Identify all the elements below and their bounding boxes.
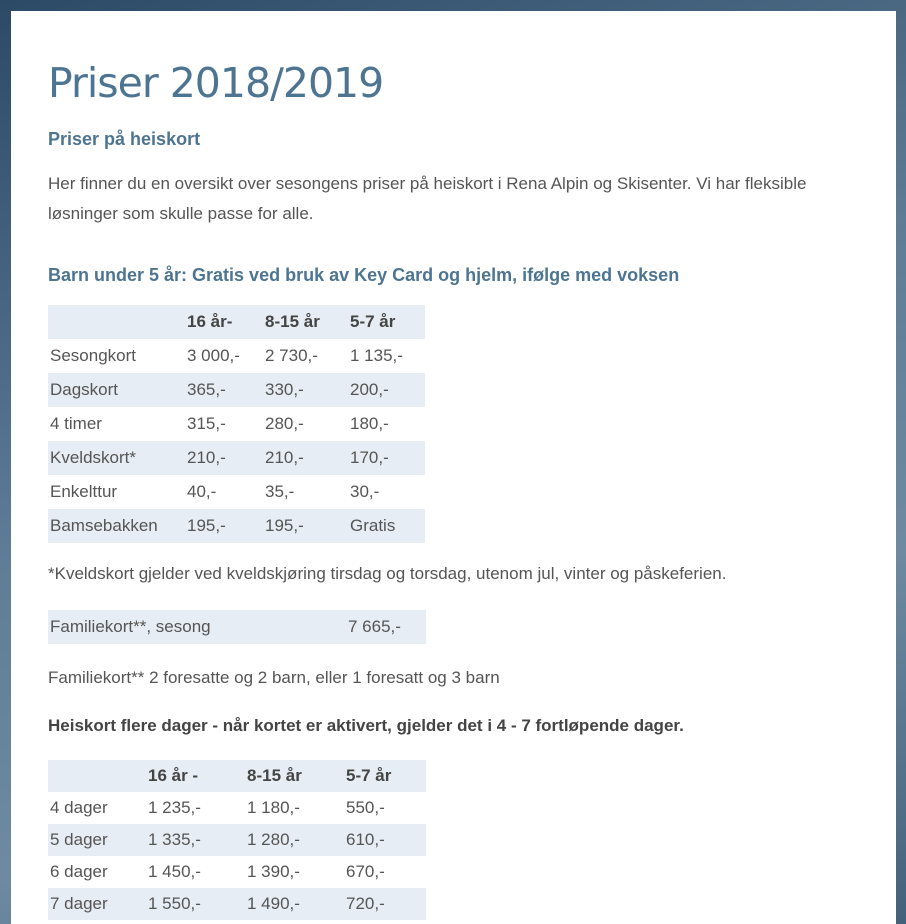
table-cell: 365,-	[185, 373, 263, 407]
table-cell: 210,-	[185, 441, 263, 475]
table-header-cell: 5-7 år	[348, 305, 425, 339]
page-subtitle: Priser på heiskort	[48, 129, 201, 149]
table-header-row	[48, 760, 426, 792]
table-row	[48, 792, 426, 824]
table-cell: 315,-	[187, 414, 226, 433]
multiday-heading: Heiskort flere dager - når kortet er aktivert, gjelder det i 4 - 7 fortløpende dager.	[48, 716, 684, 735]
table-row	[48, 339, 425, 373]
table-cell: Bamsebakken	[48, 509, 185, 543]
table-header-cell	[48, 305, 185, 339]
table-cell: 30,-	[350, 482, 380, 501]
table-cell: 7 dager	[48, 888, 146, 920]
table-cell: 6 dager	[50, 862, 108, 881]
family-card-row	[48, 610, 426, 644]
table-cell: 5 dager	[48, 824, 146, 856]
page-title: Priser 2018/2019	[48, 59, 384, 107]
table-cell: Gratis	[348, 509, 425, 543]
family-card-label: Familiekort**, sesong	[50, 617, 211, 636]
content-card	[11, 11, 896, 924]
table-header-cell: 8-15 år	[263, 305, 348, 339]
table-row	[48, 475, 425, 509]
table-header-cell	[48, 760, 146, 792]
table-cell: 3 000,-	[187, 346, 240, 365]
table-cell: 1 390,-	[247, 862, 300, 881]
table-cell: 170,-	[348, 441, 425, 475]
family-card-price: 7 665,-	[348, 617, 401, 636]
table-cell: 1 335,-	[146, 824, 245, 856]
evening-card-note: *Kveldskort gjelder ved kveldskjøring tirsdag og torsdag, utenom jul, vinter og påskeferien.	[48, 564, 727, 583]
table-cell: 280,-	[265, 414, 304, 433]
table-cell: 330,-	[263, 373, 348, 407]
table-row	[48, 441, 425, 475]
table-cell: Kveldskort*	[48, 441, 185, 475]
kids-note: Barn under 5 år: Gratis ved bruk av Key Card og hjelm, ifølge med voksen	[48, 265, 680, 285]
table-cell: 1 135,-	[350, 346, 403, 365]
table-row	[48, 888, 426, 920]
family-card-note: Familiekort** 2 foresatte og 2 barn, eller 1 foresatt og 3 barn	[48, 668, 500, 687]
table-cell: 1 280,-	[245, 824, 344, 856]
table-cell: Enkelttur	[50, 482, 118, 501]
table-cell: 4 dager	[50, 798, 108, 817]
table-cell: 1 550,-	[146, 888, 245, 920]
table-header-cell: 5-7 år	[344, 760, 426, 792]
table-cell: 550,-	[346, 798, 385, 817]
table-header-cell: 8-15 år	[245, 760, 344, 792]
table-cell: 4 timer	[50, 414, 102, 433]
table-cell: 720,-	[344, 888, 426, 920]
table-cell: 1 235,-	[148, 798, 201, 817]
table-cell: 1 490,-	[245, 888, 344, 920]
table-row	[48, 824, 426, 856]
table-header-cell: 16 år -	[146, 760, 245, 792]
table-cell: 40,-	[187, 482, 217, 501]
table-cell: 1 180,-	[247, 798, 300, 817]
table-cell: Dagskort	[48, 373, 185, 407]
table-cell: Sesongkort	[50, 346, 136, 365]
intro-text: Her finner du en oversikt over sesongens priser på heiskort i Rena Alpin og Skisenter. Vi har fleksible løsninger som skulle passe for alle.	[48, 174, 807, 223]
table-row	[48, 407, 425, 441]
table-cell: 2 730,-	[265, 346, 318, 365]
table-cell: 670,-	[346, 862, 385, 881]
table-cell: 195,-	[185, 509, 263, 543]
table-header-row	[48, 305, 425, 339]
table-cell: 1 450,-	[148, 862, 201, 881]
table-cell: 200,-	[348, 373, 425, 407]
table-row	[48, 373, 425, 407]
season-price-table	[48, 305, 425, 543]
table-cell: 180,-	[350, 414, 389, 433]
table-cell: 610,-	[344, 824, 426, 856]
table-cell: 210,-	[263, 441, 348, 475]
multiday-price-table	[48, 760, 426, 920]
table-header-cell: 16 år-	[185, 305, 263, 339]
table-cell: 195,-	[263, 509, 348, 543]
table-row	[48, 856, 426, 888]
table-row	[48, 509, 425, 543]
table-cell: 35,-	[265, 482, 295, 501]
